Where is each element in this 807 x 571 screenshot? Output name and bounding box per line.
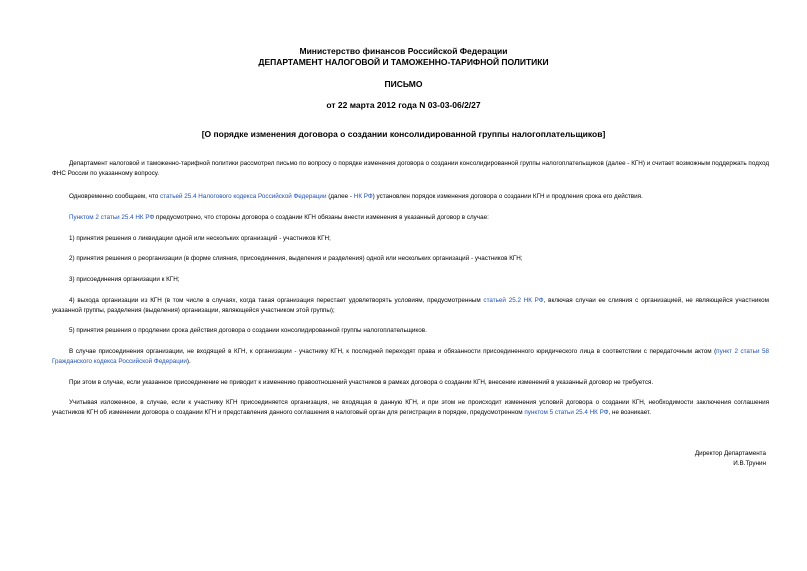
list-item-2: 2) принятия решения о реорганизации (в форме слияния, присоединения, выделения и разделения) одной или нескольких организаций - участников КГН; bbox=[69, 255, 523, 262]
link-nk-rf[interactable]: НК РФ bbox=[353, 193, 373, 200]
paragraph-3: Пунктом 2 статьи 25.4 НК РФ предусмотрено, что стороны договора о создании КГН обязаны внести изменения в указанный договор в случае: bbox=[69, 214, 489, 221]
signature-block bbox=[695, 449, 766, 469]
link-clause-2-article-58-civil-code[interactable]: пункт 2 статьи 58 Гражданского кодекса Российской Федерации bbox=[52, 348, 769, 365]
paragraph-4: В случае присоединения организации, не входящей в КГН, к организации - участнику КГН, к последней переходят права и обязанности присоединенного юридического лица в соответствии с передаточным актом (пункт 2 статьи 58 Гражданского кодекса Российской Федерации). bbox=[52, 348, 769, 365]
paragraph-6: Учитывая изложенное, в случае, если к участнику КГН присоединяется организация, не входящая в данную КГН, и при этом не происходит изменения условий договора о создании КГН, необходимости заключения соглашения участников КГН об изменении договора о создании КГН и представления данного соглашения в налоговый орган для регистрации в порядке, предусмотренном пунктом 5 статьи 25.4 НК РФ, не возникает. bbox=[52, 399, 769, 416]
link-clause-2-article-25-4[interactable]: Пунктом 2 статьи 25.4 НК РФ bbox=[69, 214, 155, 221]
ministry-name: Министерство финансов Российской Федерации bbox=[299, 46, 508, 56]
list-item-4: 4) выхода организации из КГН (в том числе в случаях, когда такая организация перестает удовлетворять условиям, предусмотренным статьей 25.2 НК РФ, включая случаи ее слияния с организацией, не являющейся участником указанной группы, разделения (выделения) организации, являющейся участником этой группы); bbox=[52, 297, 769, 314]
document-type: ПИСЬМО bbox=[384, 79, 423, 89]
link-article-25-4-tax-code[interactable]: статьей 25.4 Налогового кодекса Российской Федерации bbox=[160, 193, 327, 200]
paragraph-2: Одновременно сообщаем, что статьей 25.4 Налогового кодекса Российской Федерации (далее - НК РФ) установлен порядок изменения договора о создании КГН и продления срока его действия. bbox=[69, 193, 643, 200]
paragraph-1: Департамент налоговой и таможенно-тарифной политики рассмотрел письмо по вопросу о порядке изменения договора о создании консолидированной группы налогоплательщиков (далее - КГН) и считает возможным поддержать подход ФНС России по указанному вопросу. bbox=[52, 160, 769, 177]
link-article-25-2[interactable]: статьей 25.2 НК РФ bbox=[483, 297, 544, 304]
link-clause-5-article-25-4[interactable]: пунктом 5 статьи 25.4 НК РФ bbox=[524, 408, 609, 416]
signature-name: И.В.Трунин bbox=[733, 460, 766, 467]
paragraph-5: При этом в случае, если указанное присоединение не приводит к изменению правоотношений участников в рамках договора о создании КГН, внесение изменений в указанный договор не требуется. bbox=[69, 379, 654, 386]
list-item-5: 5) принятия решения о продлении срока действия договора о создании консолидированной группы налогоплательщиков. bbox=[69, 327, 427, 334]
document-date-number: от 22 марта 2012 года N 03-03-06/2/27 bbox=[326, 100, 481, 110]
list-item-3: 3) присоединения организации к КГН; bbox=[69, 276, 180, 283]
document-subject: [О порядке изменения договора о создании консолидированной группы налогоплательщиков] bbox=[201, 129, 606, 139]
list-item-1: 1) принятия решения о ликвидации одной или нескольких организаций - участников КГН; bbox=[69, 235, 331, 242]
department-name: ДЕПАРТАМЕНТ НАЛОГОВОЙ И ТАМОЖЕННО-ТАРИФНОЙ ПОЛИТИКИ bbox=[258, 57, 549, 67]
signature-position: Директор Департамента bbox=[694, 450, 766, 457]
